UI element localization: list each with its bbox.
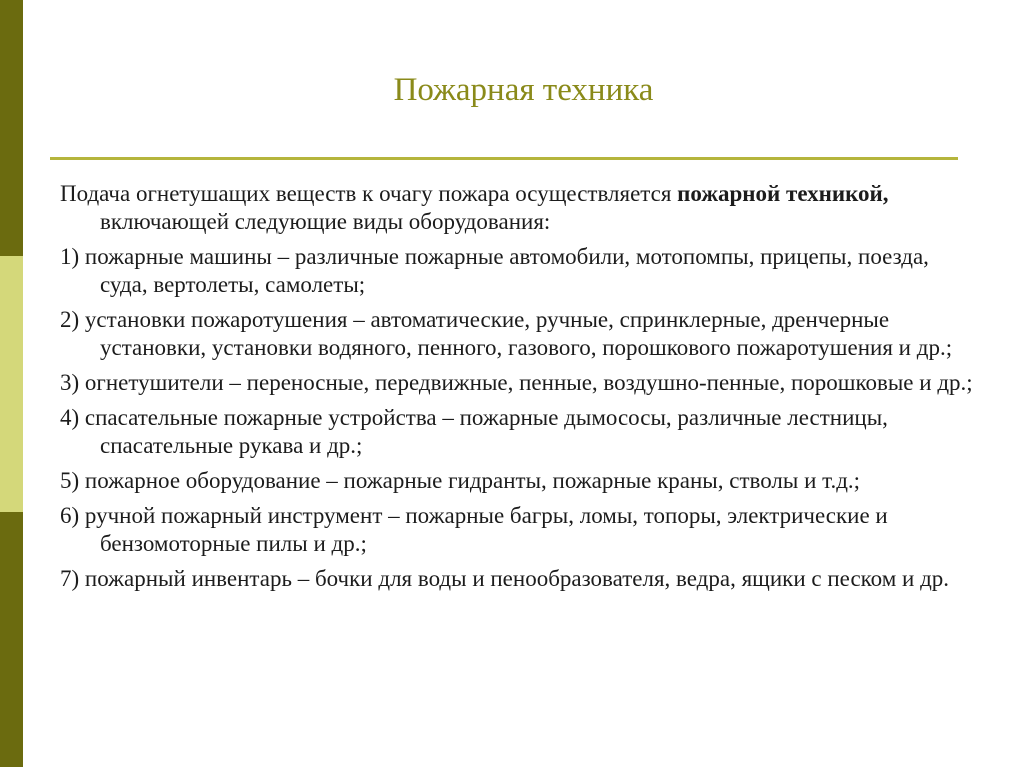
title-divider (50, 157, 958, 160)
sidebar-stripe-middle (0, 256, 23, 512)
list-item: 5) пожарное оборудование – пожарные гидранты, пожарные краны, стволы и т.д.; (60, 468, 861, 493)
sidebar-stripe-top (0, 0, 23, 256)
slide-body (60, 180, 980, 600)
intro-text-start: Подача огнетушащих веществ к очагу пожара осуществляется (60, 181, 678, 206)
list-item: 2) установки пожаротушения – автоматические, ручные, спринклерные, дренчерные установки, установки водяного, пенного, газового, порошкового пожаротушения и др.; (60, 307, 953, 360)
list-item: 4) спасательные пожарные устройства – пожарные дымососы, различные лестницы, спасательные рукава и др.; (60, 405, 888, 458)
list-item: 7) пожарный инвентарь – бочки для воды и пенообразователя, ведра, ящики с песком и др. (60, 566, 950, 591)
slide-title: Пожарная техника (393, 72, 654, 108)
intro-text-end: включающей следующие виды оборудования: (100, 209, 551, 234)
intro-paragraph (60, 180, 980, 236)
intro-text-bold: пожарной техникой, (677, 181, 889, 206)
list-item: 1) пожарные машины – различные пожарные автомобили, мотопомпы, прицепы, поезда, суда, вертолеты, самолеты; (60, 244, 929, 297)
list-item: 6) ручной пожарный инструмент – пожарные багры, ломы, топоры, электрические и бензомоторные пилы и др.; (60, 503, 888, 556)
list-item: 3) огнетушители – переносные, передвижные, пенные, воздушно-пенные, порошковые и др.; (60, 370, 973, 395)
sidebar-stripe-bottom (0, 512, 23, 767)
